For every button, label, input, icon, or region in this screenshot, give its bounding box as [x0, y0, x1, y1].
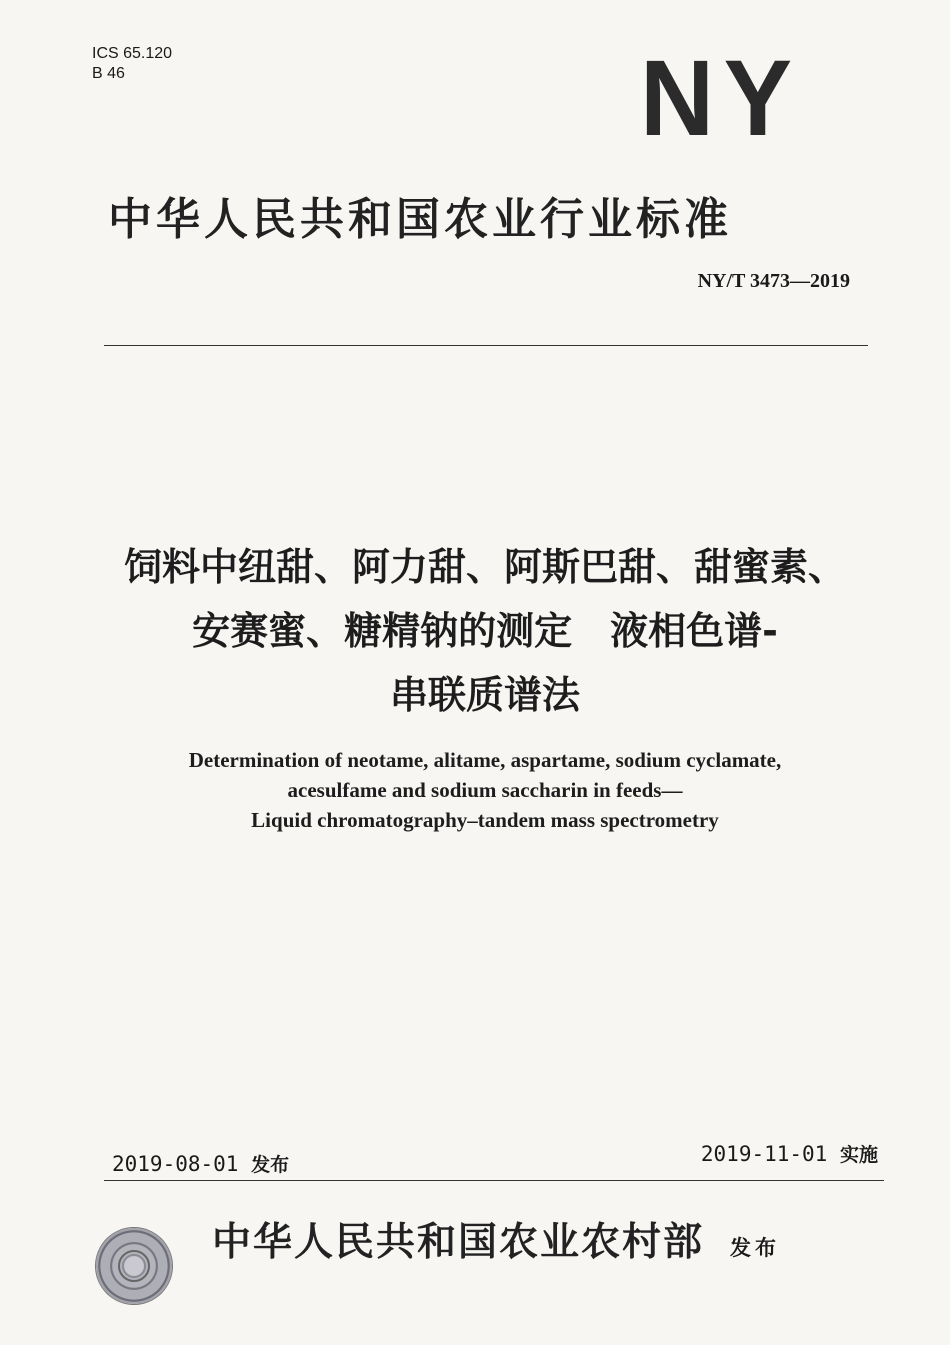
chinese-title-line-2: 安赛蜜、糖精钠的测定 液相色谱- [192, 609, 778, 653]
english-title-line-2: acesulfame and sodium saccharin in feeds— [287, 778, 683, 802]
seal-center [118, 1250, 150, 1282]
implementation-label: 实施 [839, 1144, 878, 1166]
english-title-line-1: Determination of neotame, alitame, aspartame, sodium cyclamate, [188, 748, 782, 772]
english-title [80, 745, 890, 835]
ccs-code: B 46 [92, 65, 125, 82]
publish-label: 发布 [730, 1236, 780, 1260]
implementation-date: 2019-11-01 [700, 1142, 828, 1166]
ics-code: ICS 65.120 [92, 45, 173, 62]
issuing-ministry: 中华人民共和国农业农村部 [212, 1220, 705, 1265]
chinese-title [60, 535, 910, 727]
ny-logo: NY [640, 37, 802, 158]
classification-codes [92, 44, 172, 84]
ministry-seal-icon [96, 1228, 172, 1304]
implementation-date-block [701, 1140, 878, 1167]
chinese-title-line-1: 饲料中纽甜、阿力甜、阿斯巴甜、甜蜜素、 [123, 545, 846, 589]
issue-date-block [112, 1150, 289, 1177]
standard-number: NY/T 3473—2019 [697, 270, 850, 292]
industry-standard-title: 中华人民共和国农业行业标准 [108, 194, 732, 245]
chinese-title-line-3: 串联质谱法 [389, 673, 580, 717]
top-divider [104, 345, 868, 346]
issue-date: 2019-08-01 [112, 1152, 239, 1176]
english-title-line-3: Liquid chromatography–tandem mass spectrometry [251, 808, 719, 832]
bottom-divider [104, 1180, 884, 1181]
issue-label: 发布 [251, 1154, 290, 1176]
